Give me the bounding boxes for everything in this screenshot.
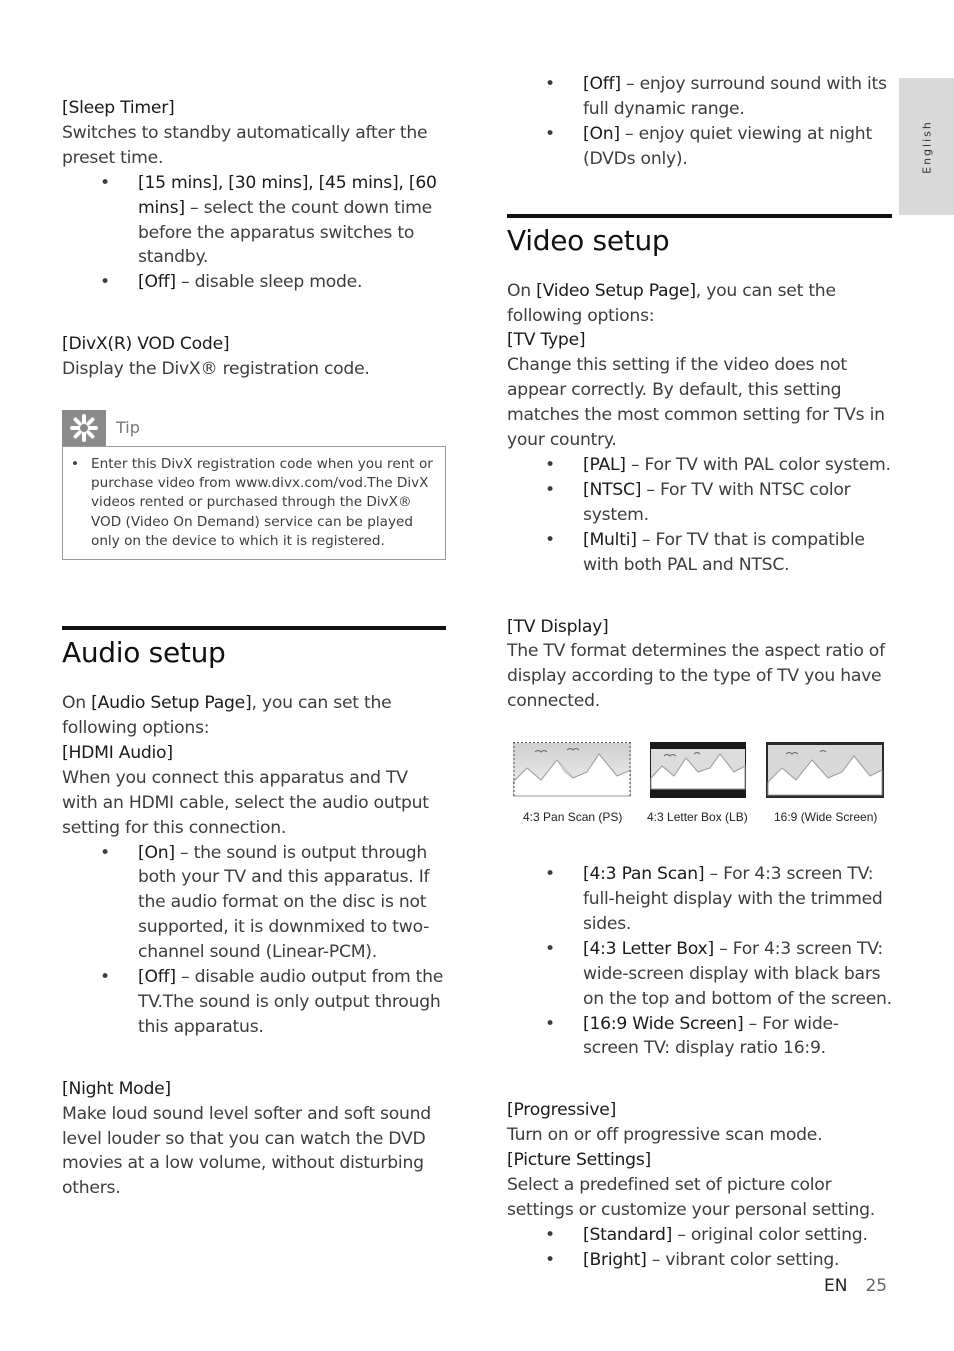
list-item xyxy=(62,841,446,966)
divx-description: Display the DivX® registration code. xyxy=(62,359,370,380)
option-label: [Standard] xyxy=(583,1224,673,1245)
tip-label: Tip xyxy=(116,418,140,438)
option-label: [PAL] xyxy=(583,454,626,475)
list-item xyxy=(507,1248,892,1273)
list-item xyxy=(62,270,446,295)
language-tab-label: English xyxy=(920,119,933,174)
picture-settings-description: Select a predefined set of picture color settings or customize your personal setting. xyxy=(507,1175,876,1220)
bullet-icon: • xyxy=(545,864,555,885)
option-label: [Bright] xyxy=(583,1249,647,1270)
intro-label: [Video Setup Page] xyxy=(536,280,696,301)
option-label: [15 mins], [30 mins], [45 mins], [60 mins] xyxy=(138,172,437,218)
letter-box-caption: 4:3 Letter Box (LB) xyxy=(647,810,748,825)
option-text: – For wide-screen TV: display ratio 16:9. xyxy=(583,1013,839,1059)
option-label: [On] xyxy=(138,842,175,863)
option-text: – disable sleep mode. xyxy=(175,272,363,293)
hdmi-audio-options xyxy=(62,841,446,1040)
bullet-icon: • xyxy=(545,454,555,475)
list-item xyxy=(507,1012,892,1062)
option-text: – For TV that is compatible with both PAL and NTSC. xyxy=(583,529,865,575)
bullet-icon: • xyxy=(71,456,80,473)
option-label: [16:9 Wide Screen] xyxy=(583,1013,744,1034)
option-text: – For TV with NTSC color system. xyxy=(583,479,851,525)
bullet-icon: • xyxy=(545,938,555,959)
option-text: – disable audio output from the TV.The sound is only output through this apparatus. xyxy=(138,967,444,1037)
option-label: [On] xyxy=(583,123,620,144)
sleep-timer-heading: [Sleep Timer] xyxy=(62,98,175,118)
tip-header xyxy=(62,410,446,446)
tv-display-options xyxy=(507,862,892,1061)
hdmi-audio-description: When you connect this apparatus and TV with an HDMI cable, select the audio output setting for this connection. xyxy=(62,767,429,838)
option-text: – enjoy surround sound with its full dynamic range. xyxy=(583,74,887,119)
tv-display-heading: [TV Display] xyxy=(507,616,609,637)
audio-setup-title: Audio setup xyxy=(62,636,226,670)
bullet-icon: • xyxy=(545,1224,555,1245)
video-setup-intro xyxy=(507,279,892,329)
option-text: – select the count down time before the apparatus switches to standby. xyxy=(138,197,432,268)
list-item xyxy=(507,528,892,578)
tip-box xyxy=(62,446,446,560)
list-item xyxy=(62,171,446,271)
option-label: [4:3 Pan Scan] xyxy=(583,864,705,885)
option-text: – original color setting. xyxy=(672,1224,868,1245)
language-side-tab xyxy=(899,78,954,215)
option-label: [4:3 Letter Box] xyxy=(583,938,714,959)
bullet-icon: • xyxy=(545,1249,555,1270)
picture-settings-heading: [Picture Settings] xyxy=(507,1150,651,1171)
bullet-icon: • xyxy=(545,123,555,144)
list-item xyxy=(507,72,892,122)
bullet-icon: • xyxy=(545,74,555,94)
option-text: – the sound is output through both your TV and this apparatus. If the audio format on the disc is not supported, it is downmixed to two-channel sound (Linear-PCM). xyxy=(138,842,430,963)
intro-pre: On xyxy=(62,693,92,714)
tip-icon xyxy=(62,410,106,446)
footer-language: EN xyxy=(824,1276,848,1296)
night-mode-options xyxy=(507,72,892,172)
option-text: – enjoy quiet viewing at night (DVDs only). xyxy=(583,123,872,169)
video-setup-title: Video setup xyxy=(507,223,670,257)
bullet-icon: • xyxy=(100,172,110,193)
section-rule xyxy=(507,214,892,218)
tv-display-description: The TV format determines the aspect ratio of display according to the type of TV you have connected. xyxy=(507,641,885,712)
option-label: [Off] xyxy=(138,967,176,988)
list-item xyxy=(62,965,446,1040)
option-label: [Multi] xyxy=(583,529,637,550)
progressive-heading: [Progressive] xyxy=(507,1100,617,1121)
tv-type-options xyxy=(507,453,892,578)
audio-setup-intro xyxy=(62,691,446,741)
option-label: [NTSC] xyxy=(583,479,642,500)
bullet-icon: • xyxy=(100,842,110,863)
sleep-timer-options xyxy=(62,171,446,296)
section-rule xyxy=(62,626,446,630)
letter-box-image xyxy=(647,742,776,825)
pan-scan-caption: 4:3 Pan Scan (PS) xyxy=(523,810,623,825)
intro-post: , you can set the following options: xyxy=(62,693,392,738)
bullet-icon: • xyxy=(545,1013,555,1034)
bullet-icon: • xyxy=(545,529,555,550)
bullet-icon: • xyxy=(100,967,110,988)
hdmi-audio-heading: [HDMI Audio] xyxy=(62,742,173,763)
list-item xyxy=(507,862,892,937)
option-label: [Off] xyxy=(138,272,176,293)
page-number: 25 xyxy=(865,1276,888,1296)
night-mode-heading: [Night Mode] xyxy=(62,1078,171,1099)
wide-screen-image xyxy=(766,742,892,825)
night-mode-description: Make loud sound level softer and soft sound level louder so that you can watch the DVD movies at a low volume, without disturbing others. xyxy=(62,1103,431,1199)
wide-screen-caption: 16:9 (Wide Screen) xyxy=(774,810,878,825)
right-column xyxy=(507,72,892,1273)
intro-label: [Audio Setup Page] xyxy=(91,693,252,714)
option-text: – For 4:3 screen TV: full-height display with the trimmed sides. xyxy=(583,864,883,934)
picture-settings-options xyxy=(507,1223,892,1273)
list-item xyxy=(507,478,892,528)
tv-type-description: Change this setting if the video does not appear correctly. By default, this setting matches the most common setting for TVs in your country. xyxy=(507,355,885,451)
bullet-icon: • xyxy=(545,479,555,500)
list-item xyxy=(507,453,892,478)
option-text: – For 4:3 screen TV: wide-screen display with black bars on the top and bottom of the screen. xyxy=(583,938,892,1009)
option-label: [Off] xyxy=(583,74,621,94)
bullet-icon: • xyxy=(100,272,110,293)
tip-text: Enter this DivX registration code when you rent or purchase video from www.divx.com/vod.The DivX videos rented or purchased through the DivX® VOD (Video On Demand) service can be played only on the device to which it is registered. xyxy=(91,456,433,549)
option-text: – For TV with PAL color system. xyxy=(625,454,891,475)
sleep-timer-description: Switches to standby automatically after the preset time. xyxy=(62,122,428,168)
aspect-ratio-illustrations xyxy=(507,742,892,838)
page-footer xyxy=(824,1276,887,1296)
list-item xyxy=(507,937,892,1012)
progressive-description: Turn on or off progressive scan mode. xyxy=(507,1125,823,1146)
tv-type-heading: [TV Type] xyxy=(507,330,586,351)
divx-heading: [DivX(R) VOD Code] xyxy=(62,334,230,355)
pan-scan-image xyxy=(513,742,639,825)
option-text: – vibrant color setting. xyxy=(646,1249,840,1270)
list-item xyxy=(507,1223,892,1248)
intro-post: , you can set the following options: xyxy=(507,280,836,326)
left-column xyxy=(62,96,446,1201)
list-item xyxy=(507,122,892,172)
intro-pre: On xyxy=(507,280,537,301)
